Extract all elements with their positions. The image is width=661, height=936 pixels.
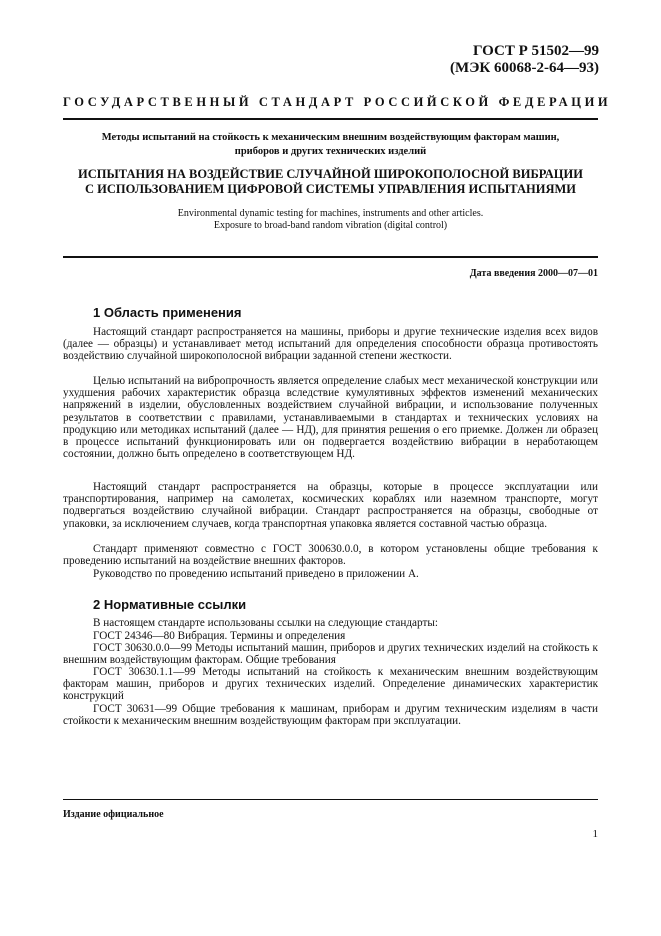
standard-main-title xyxy=(63,167,598,197)
introduction-date: Дата введения 2000—07—01 xyxy=(469,268,598,279)
title-divider xyxy=(63,256,598,258)
section-1-heading: 1 Область применения xyxy=(93,305,242,320)
page-number: 1 xyxy=(592,828,598,840)
section-2-intro: В настоящем стандарте использованы ссылки на следующие стандарты: xyxy=(93,617,438,629)
main-title-line: С ИСПОЛЬЗОВАНИЕМ ЦИФРОВОЙ СИСТЕМЫ УПРАВЛЕНИЯ ИСПЫТАНИЯМИ xyxy=(84,182,576,196)
english-title-line: Environmental dynamic testing for machines, instruments and other articles. xyxy=(177,208,484,219)
section-1-paragraph: Целью испытаний на вибропрочность является определение слабых мест механической конструкции или ухудшения рабочих характеристик образца вследствие кумулятивных эффектов изменений механических напряжений в изделии, обусловленных воздействием случайной вибрации, и использование полученных результатов в соответствии с правилами, устанавливаемыми в стандартах и технических условиях на продукцию или методиках испытаний (далее — НД), для принятия решения о его приемке. Должен ли образец в процессе испытаний функционировать или он подвергается воздействию вибрации в неработающем состоянии, должно быть определено в соответствующем НД. xyxy=(63,375,598,461)
header-divider xyxy=(63,118,598,120)
english-title-line: Exposure to broad-band random vibration (digital control) xyxy=(213,220,448,231)
footer-divider xyxy=(63,799,598,800)
subtitle-line: Методы испытаний на стойкость к механическим внешним воздействующим факторам машин, xyxy=(101,132,560,143)
edition-note: Издание официальное xyxy=(63,809,164,820)
section-1-paragraph: Настоящий стандарт распространяется на образцы, которые в процессе эксплуатации или транспортирования, например на самолетах, космических кораблях или наземном транспорте, могут подвергаться воздействию случайной вибрации. Стандарт распространяется на образцы, свободные от упаковки, за исключением случаев, когда транспортная упаковка является составной частью образца. xyxy=(63,481,598,530)
document-designation xyxy=(450,43,599,77)
normative-reference: ГОСТ 24346—80 Вибрация. Термины и определения xyxy=(93,630,346,642)
section-1-paragraph: Настоящий стандарт распространяется на машины, приборы и другие технические изделия всех видов (далее — образцы) и устанавливает метод испытаний для определения способности образца противостоять воздействию случайной широкополосной вибрации заданной степени жесткости. xyxy=(63,326,598,363)
state-standard-title: ГОСУДАРСТВЕННЫЙ СТАНДАРТ РОССИЙСКОЙ ФЕДЕРАЦИИ xyxy=(63,95,612,109)
english-title xyxy=(63,208,598,232)
normative-reference: ГОСТ 30630.0.0—99 Методы испытаний машин, приборов и других технических изделий на стойкость к внешним воздействующим факторам. Общие требования xyxy=(63,642,598,667)
normative-reference: ГОСТ 30631—99 Общие требования к машинам, приборам и другим техническим изделиям в части стойкости к механическим внешним воздействующим факторам при эксплуатации. xyxy=(63,703,598,728)
section-1-paragraph: Руководство по проведению испытаний приведено в приложении А. xyxy=(93,568,419,580)
iec-number: (МЭК 60068-2-64—93) xyxy=(450,60,599,76)
subtitle-line: приборов и других технических изделий xyxy=(234,146,427,157)
normative-reference: ГОСТ 30630.1.1—99 Методы испытаний на стойкость к механическим внешним воздействующим факторам машин, приборов и других технических изделий. Определение динамических характеристик конструкций xyxy=(63,666,598,703)
section-1-paragraph: Стандарт применяют совместно с ГОСТ 300630.0.0, в котором установлены общие требования к проведению испытаний на воздействие внешних факторов. xyxy=(63,543,598,568)
standard-subtitle xyxy=(63,131,598,159)
section-2-heading: 2 Нормативные ссылки xyxy=(93,597,247,612)
gost-number: ГОСТ Р 51502—99 xyxy=(472,43,599,59)
main-title-line: ИСПЫТАНИЯ НА ВОЗДЕЙСТВИЕ СЛУЧАЙНОЙ ШИРОКОПОЛОСНОЙ ВИБРАЦИИ xyxy=(78,167,583,181)
